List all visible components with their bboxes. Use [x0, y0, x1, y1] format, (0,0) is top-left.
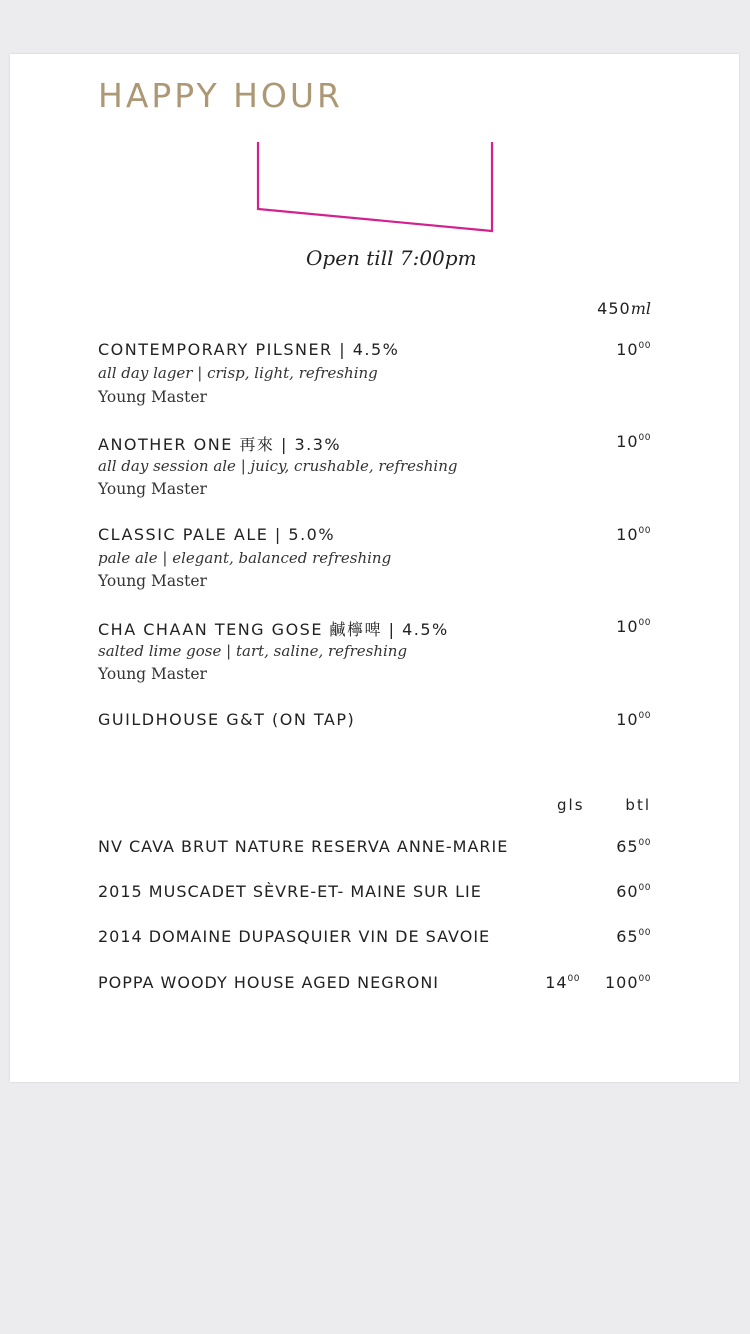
beer-description: pale ale | elegant, balanced refreshing — [98, 549, 392, 567]
serving-size-amount: 450 — [597, 299, 631, 318]
serving-size-unit: ml — [630, 299, 651, 318]
wine-bottle-price: $65^{00}$ — [616, 927, 651, 946]
beer-brewer: Young Master — [98, 665, 207, 683]
beer-price: $10^{00}$ — [616, 617, 651, 636]
wine-name: 2015 MUSCADET SÈVRE-ET- MAINE SUR LIE — [98, 882, 482, 901]
opening-hours: Open till 7:00pm — [306, 246, 477, 270]
beer-price: $10^{00}$ — [616, 340, 651, 359]
bottle-column-header: btl — [625, 796, 651, 814]
beer-price: $10^{00}$ — [616, 525, 651, 544]
menu-title: HAPPY HOUR — [98, 76, 343, 115]
cocktail-bottle-price: $100^{00}$ — [605, 973, 651, 992]
beer-price: $10^{00}$ — [616, 432, 651, 451]
beer-name: CLASSIC PALE ALE | 5.0% — [98, 525, 336, 544]
beer-brewer: Young Master — [98, 480, 207, 498]
beer-brewer: Young Master — [98, 572, 207, 590]
beer-name: CONTEMPORARY PILSNER | 4.5% — [98, 340, 400, 359]
wine-name: 2014 DOMAINE DUPASQUIER VIN DE SAVOIE — [98, 927, 491, 946]
wine-bottle-price: $60^{00}$ — [616, 882, 651, 901]
glass-column-header: gls — [557, 796, 585, 814]
cocktail-glass-price: $14^{00}$ — [545, 973, 580, 992]
beer-name: ANOTHER ONE 再來 | 3.3% — [98, 435, 342, 454]
wine-name: NV CAVA BRUT NATURE RESERVA ANNE-MARIE — [98, 837, 509, 856]
beer-brewer: Young Master — [98, 388, 207, 406]
beer-price: $10^{00}$ — [616, 710, 651, 729]
cocktail-name: POPPA WOODY HOUSE AGED NEGRONI — [98, 973, 439, 992]
decorative-bracket — [250, 142, 500, 238]
beer-description: salted lime gose | tart, saline, refreshing — [98, 642, 408, 660]
beer-name: GUILDHOUSE G&T (ON TAP) — [98, 710, 356, 729]
serving-size-header — [597, 299, 651, 318]
menu-page — [10, 54, 739, 1082]
beer-description: all day lager | crisp, light, refreshing — [98, 364, 378, 382]
wine-bottle-price: $65^{00}$ — [616, 837, 651, 856]
beer-name: CHA CHAAN TENG GOSE 鹹檸啤 | 4.5% — [98, 620, 449, 639]
beer-description: all day session ale | juicy, crushable, refreshing — [98, 457, 458, 475]
